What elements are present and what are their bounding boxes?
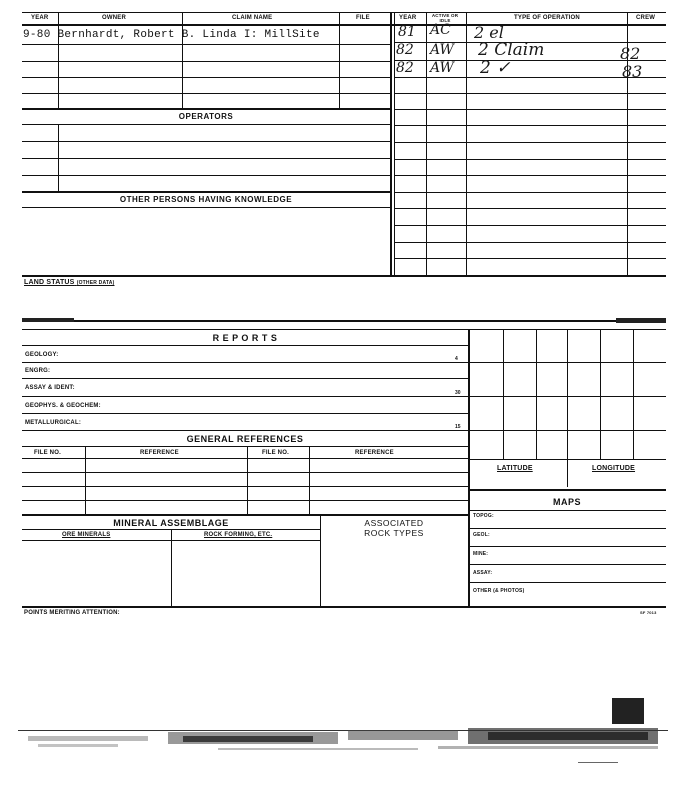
col-type-of-operation: TYPE OF OPERATION [514, 15, 580, 21]
col-owner: OWNER [102, 15, 126, 21]
col-year-2: YEAR [399, 15, 417, 21]
maps-assay: ASSAY: [473, 570, 493, 576]
report-assay: ASSAY & IDENT: [25, 385, 75, 391]
report-assay-num: 30 [455, 390, 461, 396]
report-metallurgical: METALLURGICAL: [25, 420, 82, 426]
scan-noise-band [18, 722, 668, 774]
col-crew: CREW [636, 15, 656, 21]
hw-op-1: 2 el [474, 23, 504, 42]
land-status-label [24, 279, 114, 286]
report-engrg: ENGRG: [25, 368, 51, 374]
scan-mark-right [616, 318, 666, 323]
maps-heading: MAPS [552, 497, 581, 507]
hw-crew-2: 82 [620, 44, 641, 63]
claim-entry: 9-80 Bernhardt, Robert B. Linda I: MillSite [23, 29, 320, 41]
longitude-label: LONGITUDE [592, 465, 636, 472]
col-year: YEAR [31, 15, 49, 21]
hw-status-1: AC [430, 22, 451, 38]
hw-status-2: AW [430, 42, 454, 58]
hw-year-1: 81 [398, 24, 416, 40]
hw-crew-3: 83 [622, 62, 643, 81]
mineral-assemblage-heading: MINERAL ASSEMBLAGE [113, 518, 229, 528]
hw-status-3: AW [430, 60, 454, 76]
ref-col-file-no: FILE NO. [34, 450, 61, 456]
scan-mark-left [22, 318, 74, 322]
maps-geol: GEOL: [473, 532, 490, 538]
reports-heading: R E P O R T S [212, 333, 278, 343]
maps-mine: MINE: [473, 551, 489, 557]
report-metallurgical-num: 15 [455, 424, 461, 430]
ref-col-reference-2: REFERENCE [355, 450, 394, 456]
ref-col-reference: REFERENCE [140, 450, 179, 456]
maps-topog: TOPOG: [473, 513, 494, 519]
col-file: FILE [356, 15, 370, 21]
form-number: SF 7013 [640, 610, 657, 615]
land-status-sub: (OTHER DATA) [76, 280, 115, 286]
other-persons-heading: OTHER PERSONS HAVING KNOWLEDGE [119, 195, 293, 204]
associated-heading-1: ASSOCIATED [364, 518, 424, 528]
hw-year-3: 82 [396, 60, 414, 76]
report-geology-num: 4 [455, 356, 458, 362]
latitude-label: LATITUDE [497, 465, 533, 472]
scan-block [612, 698, 644, 724]
hw-op-3: 2 ✓ [480, 58, 511, 78]
hw-year-2: 82 [396, 42, 414, 58]
points-meriting-attention: POINTS MERITING ATTENTION: [24, 610, 120, 616]
col-active-or-idle: ACTIVE OR IDLE [431, 13, 459, 23]
report-geophys: GEOPHYS. & GEOCHEM: [25, 403, 101, 409]
associated-heading-2: ROCK TYPES [364, 528, 424, 538]
maps-other: OTHER (& PHOTOS) [473, 588, 525, 594]
ref-col-file-no-2: FILE NO. [262, 450, 289, 456]
land-status-title: LAND STATUS [24, 279, 75, 286]
general-references-heading: GENERAL REFERENCES [186, 434, 304, 444]
operators-heading: OPERATORS [178, 112, 234, 121]
ore-minerals-label: ORE MINERALS [62, 532, 111, 538]
report-geology: GEOLOGY: [25, 352, 59, 358]
rock-forming-label: ROCK FORMING, ETC. [204, 532, 273, 538]
hw-op-2: 2 Claim [478, 40, 545, 60]
col-claim-name: CLAIM NAME [232, 15, 273, 21]
